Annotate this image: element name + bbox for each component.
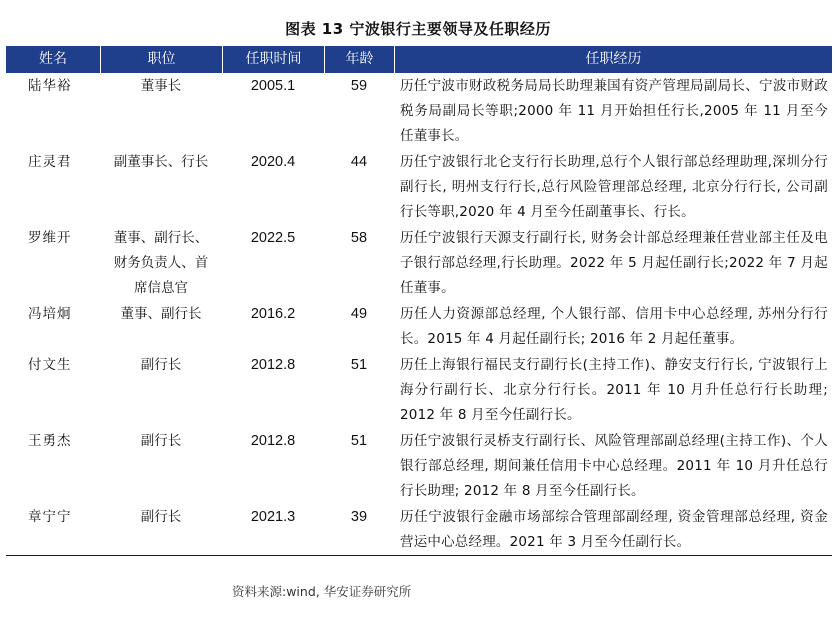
header-experience: 任职经历 <box>394 46 832 73</box>
cell-start-date: 2005.1 <box>250 78 296 94</box>
cell-experience: 历任宁波银行天源支行副行长, 财务会计部总经理兼任营业部主任及电子银行部总经理,行长助理。2022 年 5 月起任副行长;2022 年 7 月起任董事。 <box>400 230 828 296</box>
cell-position: 副行长 <box>140 509 182 525</box>
table-row <box>6 428 832 504</box>
cell-position: 董事、副行长 <box>120 306 202 322</box>
table-row <box>6 504 832 555</box>
cell-age: 49 <box>350 306 368 322</box>
cell-start-date: 2012.8 <box>250 433 296 449</box>
cell-start-date: 2016.2 <box>250 306 296 322</box>
cell-experience: 历任宁波市财政税务局局长助理兼国有资产管理局副局长、宁波市财政税务局副局长等职;2000 年 11 月开始担任行长,2005 年 11 月至今任董事长。 <box>400 78 828 144</box>
leadership-table <box>6 46 832 556</box>
header-age: 年龄 <box>324 46 394 73</box>
table-header <box>6 46 832 73</box>
cell-experience: 历任宁波银行灵桥支行副行长、风险管理部副总经理(主持工作)、个人银行部总经理, 期间兼任信用卡中心总经理。2011 年 10 月升任总行行长助理; 2012 年 8 月至今任副行长。 <box>400 433 828 499</box>
cell-start-date: 2012.8 <box>250 357 296 373</box>
table-row <box>6 225 832 301</box>
cell-name: 陆华裕 <box>28 78 72 94</box>
cell-position: 董事、副行长、财务负责人、首席信息官 <box>113 230 209 296</box>
cell-age: 59 <box>350 78 368 94</box>
table-row <box>6 301 832 352</box>
cell-start-date: 2020.4 <box>250 154 296 170</box>
cell-name: 付文生 <box>28 357 72 373</box>
table-title: 图表 13 宁波银行主要领导及任职经历 <box>285 20 551 38</box>
cell-experience: 历任宁波银行北仑支行行长助理,总行个人银行部总经理助理,深圳分行副行长, 明州支行行长,总行风险管理部总经理, 北京分行行长, 公司副行长等职,2020 年 4 月至今任副董事长、行长。 <box>400 154 828 220</box>
cell-position: 副董事长、行长 <box>113 154 209 170</box>
cell-age: 39 <box>350 509 368 525</box>
header-name: 姓名 <box>39 51 67 67</box>
cell-name: 罗维开 <box>28 230 72 246</box>
cell-experience: 历任宁波银行金融市场部综合管理部副经理, 资金管理部总经理, 资金营运中心总经理。2021 年 3 月至今任副行长。 <box>400 509 828 550</box>
cell-position: 副行长 <box>140 357 182 373</box>
table-row <box>6 73 832 149</box>
table-row <box>6 352 832 428</box>
cell-experience: 历任上海银行福民支行副行长(主持工作)、静安支行行长, 宁波银行上海分行副行长、北京分行行长。2011 年 10 月升任总行行长助理; 2012 年 8 月至今任副行长。 <box>400 357 828 423</box>
cell-position: 副行长 <box>140 433 182 449</box>
header-position: 职位 <box>100 46 222 73</box>
cell-age: 51 <box>350 357 368 373</box>
cell-name: 章宁宁 <box>28 509 72 525</box>
cell-age: 58 <box>350 230 368 246</box>
cell-start-date: 2022.5 <box>250 230 296 246</box>
cell-experience: 历任人力资源部总经理, 个人银行部、信用卡中心总经理, 苏州分行行长。2015 年 4 月起任副行长; 2016 年 2 月起任董事。 <box>400 306 828 347</box>
table-row <box>6 149 832 225</box>
cell-age: 44 <box>350 154 368 170</box>
cell-start-date: 2021.3 <box>250 509 296 525</box>
cell-age: 51 <box>350 433 368 449</box>
source-note: 资料来源:wind, 华安证券研究所 <box>232 584 412 599</box>
header-start-date: 任职时间 <box>222 46 324 73</box>
cell-name: 庄灵君 <box>28 154 72 170</box>
cell-name: 王勇杰 <box>28 433 72 449</box>
cell-position: 董事长 <box>140 78 182 94</box>
cell-name: 冯培炯 <box>28 306 72 322</box>
